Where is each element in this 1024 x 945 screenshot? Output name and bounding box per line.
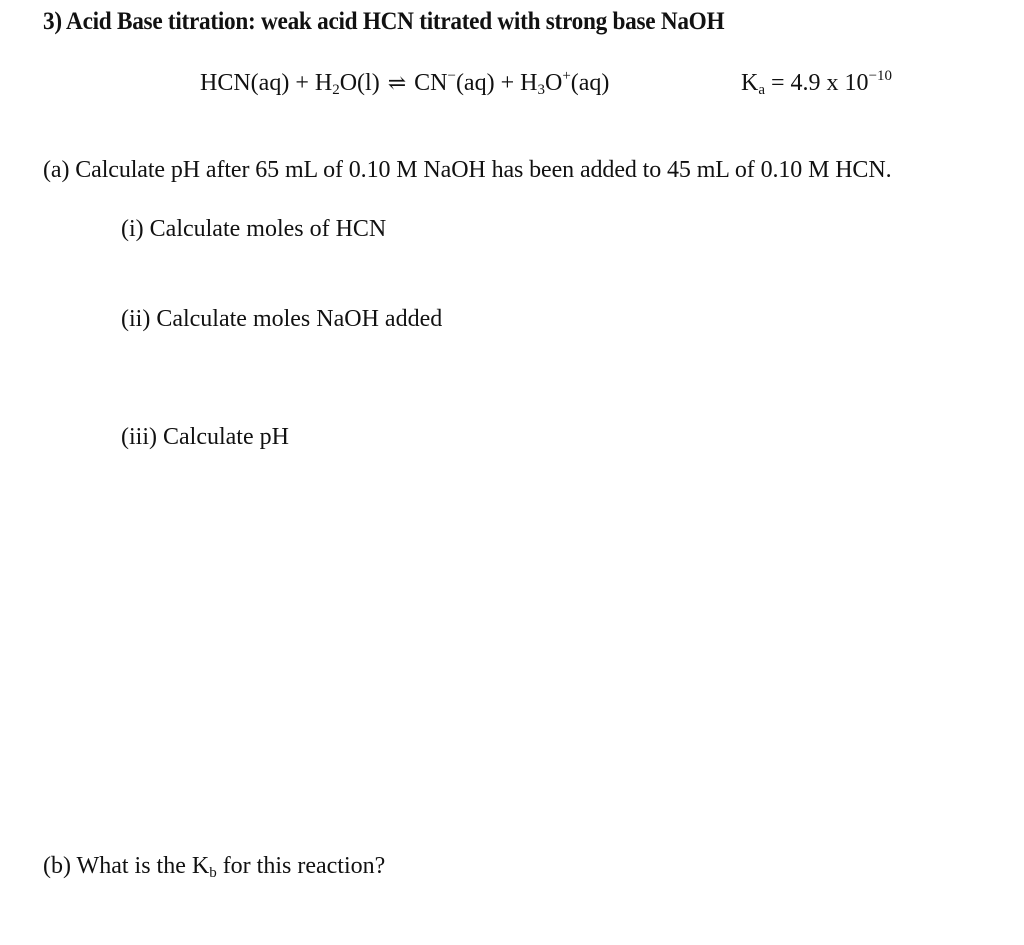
reactant-hcn: HCN(aq) <box>200 70 290 96</box>
part-a-question: (a) Calculate pH after 65 mL of 0.10 M NaOH has been added to 45 mL of 0.10 M HCN. <box>43 157 892 183</box>
part-b-question: (b) What is the $K_b$ for this reaction? <box>43 853 386 881</box>
problem-title: 3) Acid Base titration: weak acid HCN titrated with strong base NaOH <box>43 8 725 35</box>
subquestion-ph: (iii) Calculate pH <box>121 424 289 450</box>
ka-value: $K_a = 4.9$ x $10^{-10}$ <box>741 68 893 98</box>
product-hydronium: $H_3O^+(aq)$ <box>520 68 610 98</box>
plus-sign: + <box>494 70 521 96</box>
subquestion-moles-naoh: (ii) Calculate moles NaOH added <box>121 306 443 332</box>
product-cyanide: CN−(aq) <box>414 68 495 96</box>
plus-sign: + <box>289 70 315 96</box>
reaction-equation <box>200 68 609 99</box>
reactant-water: $H_2O(l)$ <box>314 70 380 98</box>
equilibrium-arrow-icon: ⇌ <box>387 70 407 95</box>
subquestion-moles-hcn: (i) Calculate moles of HCN <box>121 216 387 242</box>
